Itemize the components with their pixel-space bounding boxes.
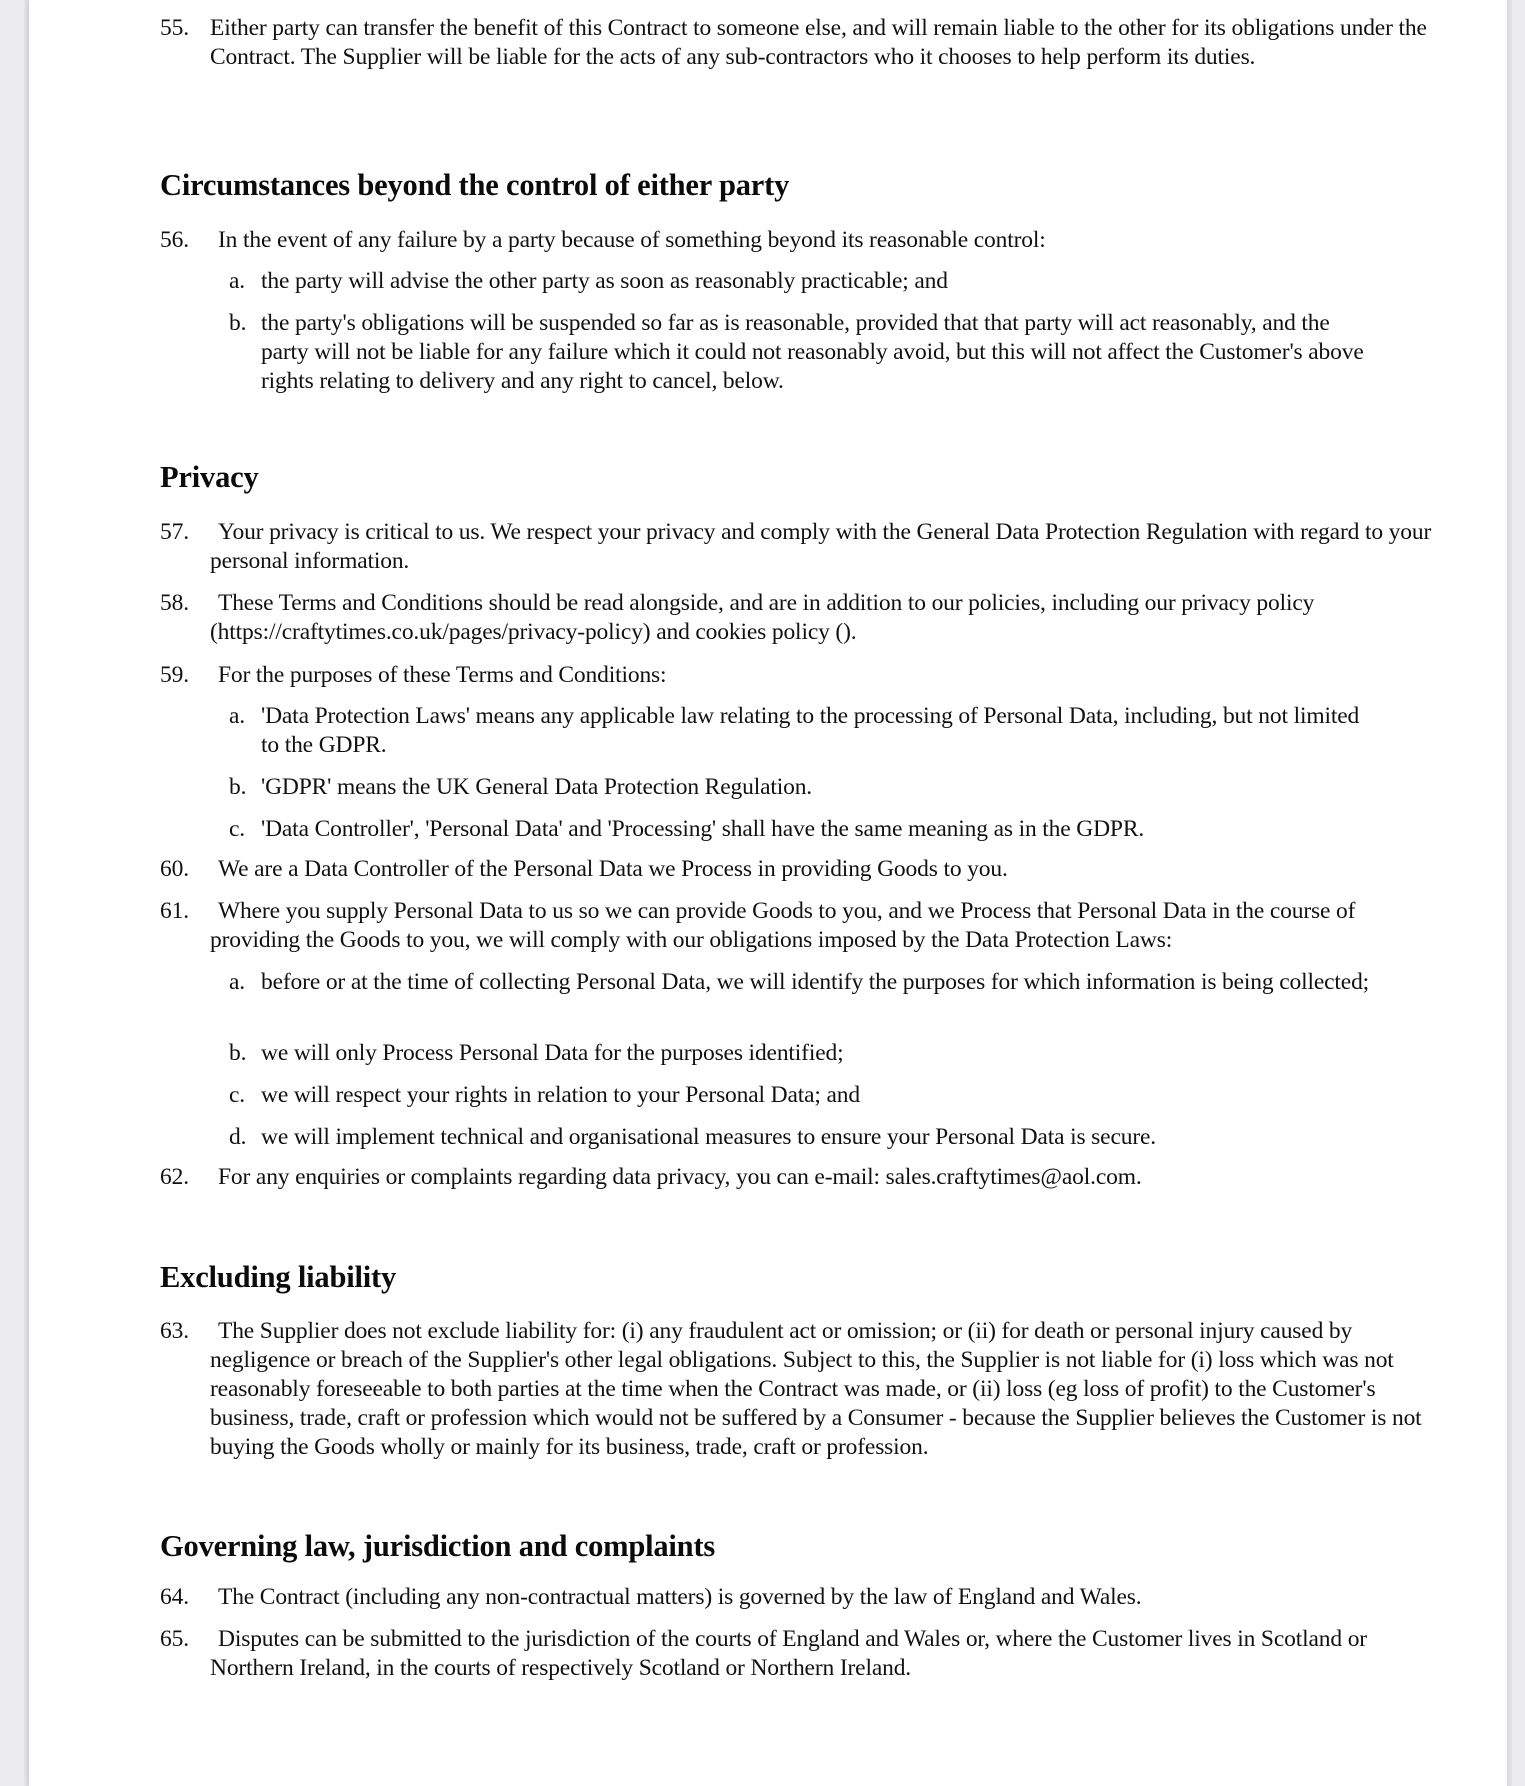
clause-number: 56. — [160, 227, 189, 253]
clause-59-item-c — [229, 815, 1379, 844]
item-text: the party will advise the other party as soon as reasonably practicable; and — [261, 268, 948, 294]
section-heading-excluding-liability: Excluding liability — [160, 1260, 397, 1294]
clause-65 — [160, 1625, 1440, 1683]
clause-58 — [160, 589, 1440, 647]
clause-text: The Supplier does not exclude liability for: (i) any fraudulent act or omission; or (ii) for death or personal injury caused by negligence or breach of the Supplier's other legal obligations. Subject to this, the Supplier is not liable for (i) loss which was not reasonably foreseeable to both parties at the time when the Contract was made, or (ii) loss (eg loss of profit) to the Customer's business, trade, craft or profession which would not be suffered by a Consumer - because the Supplier believes the Customer is not buying the Goods wholly or mainly for its business, trade, craft or profession. — [210, 1318, 1428, 1460]
item-letter: a. — [229, 703, 246, 729]
clause-number: 55. — [160, 15, 189, 41]
clause-61-item-c — [229, 1081, 1379, 1110]
clause-number: 65. — [160, 1626, 189, 1652]
clause-number: 63. — [160, 1318, 189, 1344]
clause-text: Where you supply Personal Data to us so we can provide Goods to you, and we Process that Personal Data in the course of providing the Goods to you, we will comply with our obligations imposed by the Data Protection Laws: — [210, 898, 1362, 953]
clause-64 — [160, 1583, 1440, 1612]
section-heading-privacy: Privacy — [160, 460, 259, 494]
clause-text: For any enquiries or complaints regarding data privacy, you can e-mail: sales.craftytimes@aol.com. — [218, 1164, 1142, 1190]
item-text: the party's obligations will be suspended so far as is reasonable, provided that that party will act reasonably, and the party will not be liable for any failure which it could not reasonably avoid, but this will not affect the Customer's above rights relating to delivery and any right to cancel, below. — [261, 310, 1364, 394]
clause-number: 57. — [160, 519, 189, 545]
item-text: we will implement technical and organisational measures to ensure your Personal Data is secure. — [261, 1124, 1157, 1150]
item-text: before or at the time of collecting Personal Data, we will identify the purposes for which information is being collected; — [261, 969, 1370, 995]
item-letter: d. — [229, 1124, 247, 1150]
clause-text: These Terms and Conditions should be read alongside, and are in addition to our policies, including our privacy policy (https://craftytimes.co.uk/pages/privacy-policy) and cookies policy (). — [210, 590, 1320, 645]
item-text: 'Data Protection Laws' means any applicable law relating to the processing of Personal Data, including, but not limited to the GDPR. — [261, 703, 1360, 758]
item-letter: a. — [229, 969, 246, 995]
section-heading-governing-law: Governing law, jurisdiction and complaints — [160, 1529, 716, 1563]
clause-text: Disputes can be submitted to the jurisdiction of the courts of England and Wales or, where the Customer lives in Scotland or Northern Ireland, in the courts of respectively Scotland or Northern Ireland. — [210, 1626, 1373, 1681]
clause-61-item-b — [229, 1039, 1379, 1068]
item-letter: c. — [229, 1082, 246, 1108]
page-shadow-right — [1507, 0, 1512, 1786]
clause-57 — [160, 518, 1440, 576]
document-page — [29, 0, 1507, 1786]
clause-60 — [160, 855, 1440, 884]
clause-63 — [160, 1317, 1440, 1462]
clause-number: 62. — [160, 1164, 189, 1190]
clause-text: In the event of any failure by a party because of something beyond its reasonable control: — [218, 227, 1046, 253]
clause-61 — [160, 897, 1440, 955]
item-letter: c. — [229, 816, 246, 842]
clause-text: Either party can transfer the benefit of this Contract to someone else, and will remain liable to the other for its obligations under the Contract. The Supplier will be liable for the acts of any sub-contractors who it chooses to help perform its duties. — [210, 15, 1433, 70]
item-letter: b. — [229, 310, 247, 336]
clause-number: 61. — [160, 898, 189, 924]
item-letter: b. — [229, 1040, 247, 1066]
clause-number: 59. — [160, 662, 189, 688]
clause-text: For the purposes of these Terms and Conditions: — [218, 662, 667, 688]
clause-text: We are a Data Controller of the Personal Data we Process in providing Goods to you. — [218, 856, 1008, 882]
clause-56 — [160, 226, 1440, 255]
item-letter: a. — [229, 268, 246, 294]
clause-56-item-b — [229, 309, 1379, 396]
clause-number: 64. — [160, 1584, 189, 1610]
clause-number: 58. — [160, 590, 189, 616]
clause-59 — [160, 661, 1440, 690]
clause-59-item-a — [229, 702, 1379, 760]
item-letter: b. — [229, 774, 247, 800]
clause-55 — [160, 14, 1440, 72]
item-text: we will respect your rights in relation to your Personal Data; and — [261, 1082, 860, 1108]
clause-61-item-d — [229, 1123, 1379, 1152]
clause-text: The Contract (including any non-contractual matters) is governed by the law of England and Wales. — [218, 1584, 1142, 1610]
section-heading-force-majeure: Circumstances beyond the control of either party — [160, 168, 790, 202]
clause-61-item-a — [229, 968, 1379, 997]
clause-text: Your privacy is critical to us. We respect your privacy and comply with the General Data Protection Regulation with regard to your personal information. — [210, 519, 1437, 574]
clause-56-item-a — [229, 267, 1379, 296]
clause-62 — [160, 1163, 1440, 1192]
item-text: we will only Process Personal Data for the purposes identified; — [261, 1040, 844, 1066]
clause-number: 60. — [160, 856, 189, 882]
item-text: 'GDPR' means the UK General Data Protection Regulation. — [261, 774, 813, 800]
clause-59-item-b — [229, 773, 1379, 802]
item-text: 'Data Controller', 'Personal Data' and 'Processing' shall have the same meaning as in the GDPR. — [261, 816, 1145, 842]
